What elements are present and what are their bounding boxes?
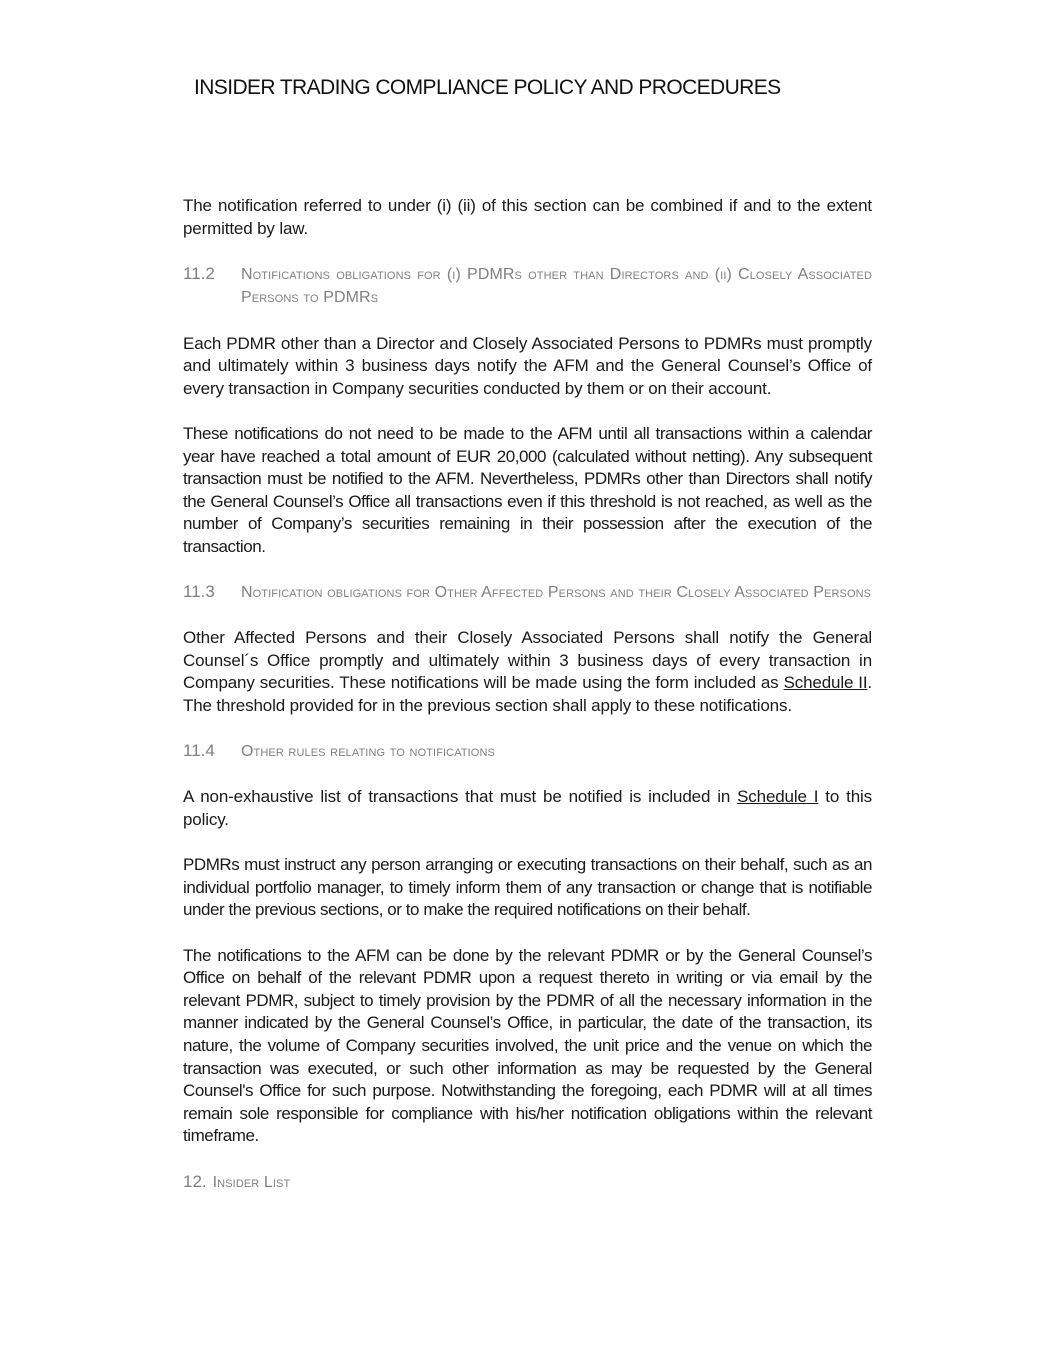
document-header-title: INSIDER TRADING COMPLIANCE POLICY AND PROCEDURES (194, 76, 781, 99)
paragraph-text: A non-exhaustive list of transactions that must be notified is included in (183, 787, 738, 807)
section-number: 12. (183, 1171, 207, 1191)
section-number: 11.3 (183, 582, 215, 602)
schedule-ii-link[interactable]: Schedule II (783, 673, 868, 693)
section-11-2-heading (183, 263, 872, 310)
section-title: Notification obligations for Other Affected Persons and their Closely Associated Persons (241, 584, 872, 602)
paragraph-text: . The threshold provided for in the previous section shall apply to these notifications. (183, 673, 872, 716)
section-11-4-paragraph-1 (183, 786, 872, 831)
section-number: 11.2 (183, 263, 215, 283)
intro-paragraph: The notification referred to under (i) (ii) of this section can be combined if and to the extent permitted by law. (183, 196, 872, 238)
section-title: Insider List (212, 1173, 291, 1191)
section-11-3-paragraph (183, 627, 872, 717)
section-11-3-heading (183, 581, 872, 605)
schedule-i-link[interactable]: Schedule I (737, 787, 819, 807)
section-number: 11.4 (183, 741, 215, 761)
section-11-2-paragraph-1: Each PDMR other than a Director and Closely Associated Persons to PDMRs must promptly and ultimately within 3 business days notify the AFM and the General Counsel’s Office of every transaction in Company securities conducted by them or on their account. (183, 333, 872, 398)
section-title: Notifications obligations for (i) PDMRs other than Directors and (ii) Closely Associated Persons to PDMRs (241, 265, 872, 307)
section-12-heading (183, 1171, 872, 1195)
section-11-4-paragraph-2: PDMRs must instruct any person arranging or executing transactions on their behalf, such as an individual portfolio manager, to timely inform them of any transaction or change that is notifiable under the previous sections, or to make the required notifications on their behalf. (183, 855, 872, 920)
section-title: Other rules relating to notifications (241, 743, 495, 761)
section-11-4-paragraph-3: The notifications to the AFM can be done by the relevant PDMR or by the General Counsel’s Office on behalf of the relevant PDMR upon a request thereto in writing or via email by the relevant PDMR, subject to timely provision by the PDMR of all the necessary information in the manner indicated by the General Counsel’s Office, in particular, the date of the transaction, its nature, the volume of Company securities involved, the unit price and the venue on which the transaction was executed, or such other information as may be requested by the General Counsel's Office for such purpose. Notwithstanding the foregoing, each PDMR will at all times remain sole responsible for compliance with his/her notification obligations within the relevant timeframe. (183, 945, 872, 1146)
paragraph-text: Other Affected Persons and their Closely Associated Persons shall notify the General Counsel´s Office promptly and ultimately within 3 business days of every transaction in Company securities. These notifications will be made using the form included as (183, 628, 872, 693)
paragraph-text: to this policy. (183, 787, 872, 830)
section-11-2-paragraph-2: These notifications do not need to be made to the AFM until all transactions within a calendar year have reached a total amount of EUR 20,000 (calculated without netting). Any subsequent transaction must be notified to the AFM. Nevertheless, PDMRs other than Directors shall notify the General Counsel’s Office all transactions even if this threshold is not reached, as well as the number of Company’s securities remaining in their possession after the execution of the transaction. (183, 423, 872, 556)
section-11-4-heading (183, 740, 872, 764)
document-body (183, 195, 872, 1217)
